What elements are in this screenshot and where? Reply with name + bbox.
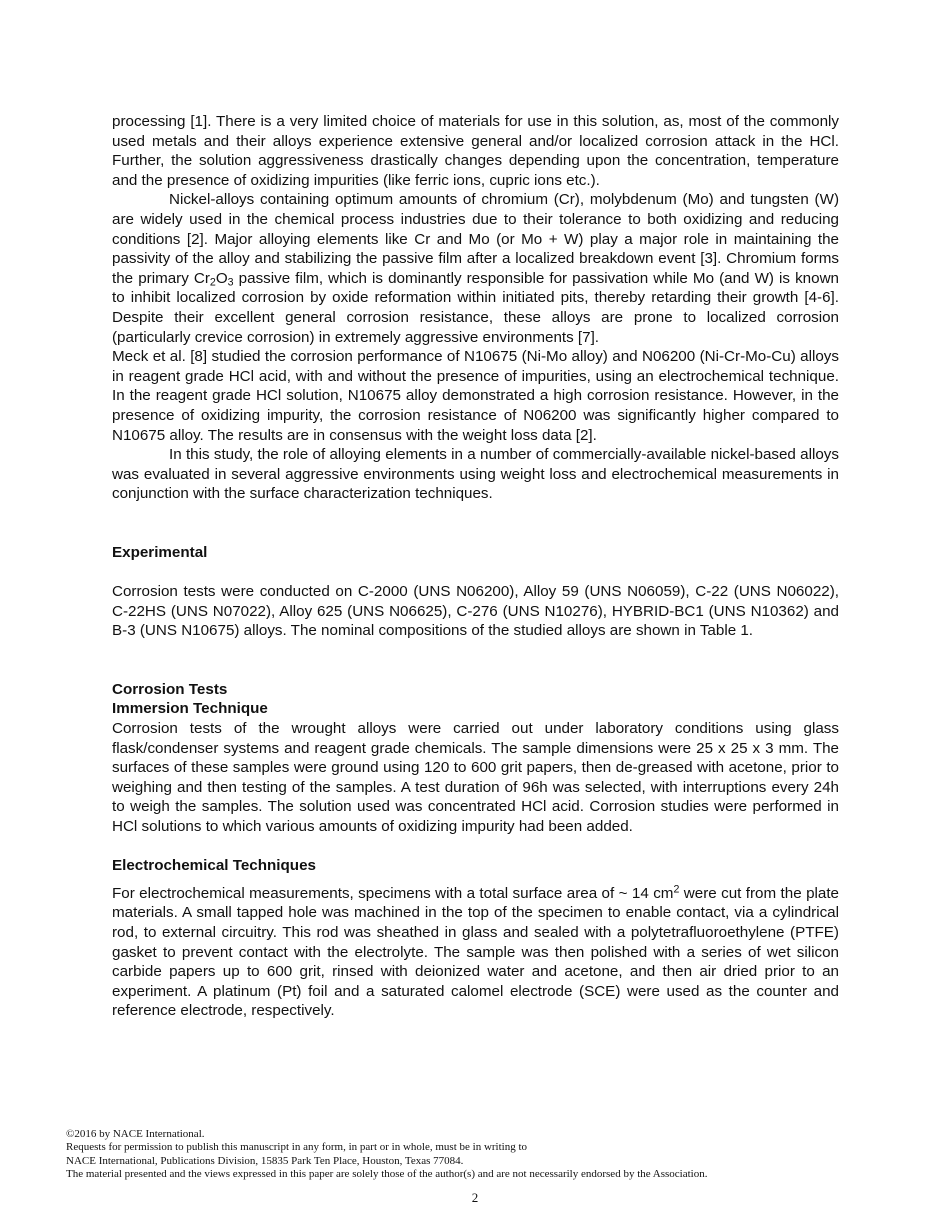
paragraph-nickel-alloys-part-a: Nickel-alloys containing optimum amounts of chromium (Cr), molybdenum (Mo) and tungsten (W) are widely used in the chemical process industries due to their tolerance to both oxidizing and reducing conditions [2]. Major alloying elements like Cr and Mo (or Mo + W) play a major role in maintaining the passivity of the alloy and stabilizing the passive film after a localized breakdown event [3]. Chromium forms the primary Cr <box>112 191 839 287</box>
footer-copyright: ©2016 by NACE International. <box>66 1128 205 1140</box>
paragraph-immersion: Corrosion tests of the wrought alloys were carried out under laboratory conditions using glass flask/condenser systems and reagent grade chemicals. The sample dimensions were 25 x 25 x 3 mm. The surfaces of these samples were ground using 120 to 600 grit papers, then de-greased with acetone, prior to weighing and then testing of the samples. A test duration of 96h was selected, with interruptions every 24h to weigh the samples. The solution used was concentrated HCl acid. Corrosion studies were performed in HCl solutions to which various amounts of oxidizing impurity had been added. <box>112 720 839 835</box>
footer-permission: Requests for permission to publish this manuscript in any form, in part or in whole, must be in writing to <box>66 1141 528 1154</box>
paragraph-meck: Meck et al. [8] studied the corrosion performance of N10675 (Ni-Mo alloy) and N06200 (Ni-Cr-Mo-Cu) alloys in reagent grade HCl acid, with and without the presence of impurities, using an electrochemical technique. In the reagent grade HCl solution, N10675 alloy demonstrated a high corrosion resistance. However, in the presence of oxidizing impurity, the corrosion resistance of N06200 was significantly higher compared to N10675 alloy. The results are in consensus with the weight loss data [2]. <box>112 348 839 444</box>
paper-body <box>112 112 839 1021</box>
paragraph-electrochemical-part-b: were cut from the plate materials. A small tapped hole was machined in the top of the specimen to enable contact, via a cylindrical rod, to external circuitry. This rod was sheathed in glass and sealed with a polytetrafluoroethylene (PTFE) gasket to prevent contact with the electrolyte. The sample was then polished with a series of wet silicon carbide papers up to 600 grit, rinsed with deionized water and acetone, and then air dried prior to an experiment. A platinum (Pt) foil and a saturated calomel electrode (SCE) were used as the counter and reference electrode, respectively. <box>112 884 839 1020</box>
heading-corrosion-tests: Corrosion Tests <box>112 680 228 698</box>
paragraph-nickel-alloys-part-b: passive film, which is dominantly responsible for passivation while Mo (and W) is known to inhibit localized corrosion by oxide reformation within initiated pits, thereby retarding their growth [4-6]. Despite their excellent general corrosion resistance, these alloys are prone to localized corrosion (particularly crevice corrosion) in extremely aggressive environments [7]. <box>112 269 839 346</box>
paragraph-processing: processing [1]. There is a very limited choice of materials for use in this solution, as, most of the commonly used metals and their alloys experience extensive general and/or localized corrosion attack in the HCl. Further, the solution aggressiveness drastically changes depending upon the concentration, temperature and the presence of oxidizing impurities (like ferric ions, cupric ions etc.). <box>112 113 839 189</box>
page-number: 2 <box>471 1190 479 1205</box>
paragraph-electrochemical-part-a: For electrochemical measurements, specimens with a total surface area of ~ 14 cm <box>112 884 674 902</box>
footer-disclaimer: The material presented and the views expressed in this paper are solely those of the author(s) and are not necessarily endorsed by the Association. <box>66 1167 708 1180</box>
paragraph-nickel-alloys <box>112 190 839 347</box>
superscript-2: 2 <box>673 883 680 896</box>
heading-experimental: Experimental <box>112 543 208 561</box>
subscript-3: 3 <box>227 276 234 289</box>
subscript-2: 2 <box>209 276 216 289</box>
oxide-o: O <box>215 269 228 287</box>
paragraph-experimental: Corrosion tests were conducted on C-2000 (UNS N06200), Alloy 59 (UNS N06059), C-22 (UNS N06022), C-22HS (UNS N07022), Alloy 625 (UNS N06625), C-276 (UNS N10276), HYBRID-BC1 (UNS N10362) and B-3 (UNS N10675) alloys. The nominal compositions of the studied alloys are shown in Table 1. <box>112 583 839 640</box>
paragraph-this-study: In this study, the role of alloying elements in a number of commercially-available nickel-based alloys was evaluated in several aggressive environments using weight loss and electrochemical measurements in conjunction with the surface characterization techniques. <box>112 446 839 503</box>
paragraph-electrochemical <box>112 884 839 1021</box>
heading-immersion-technique: Immersion Technique <box>112 700 268 718</box>
footer-address: NACE International, Publications Division, 15835 Park Ten Place, Houston, Texas 77084. <box>66 1154 464 1167</box>
page-footer <box>66 1128 886 1181</box>
heading-electrochemical-techniques: Electrochemical Techniques <box>112 857 316 875</box>
